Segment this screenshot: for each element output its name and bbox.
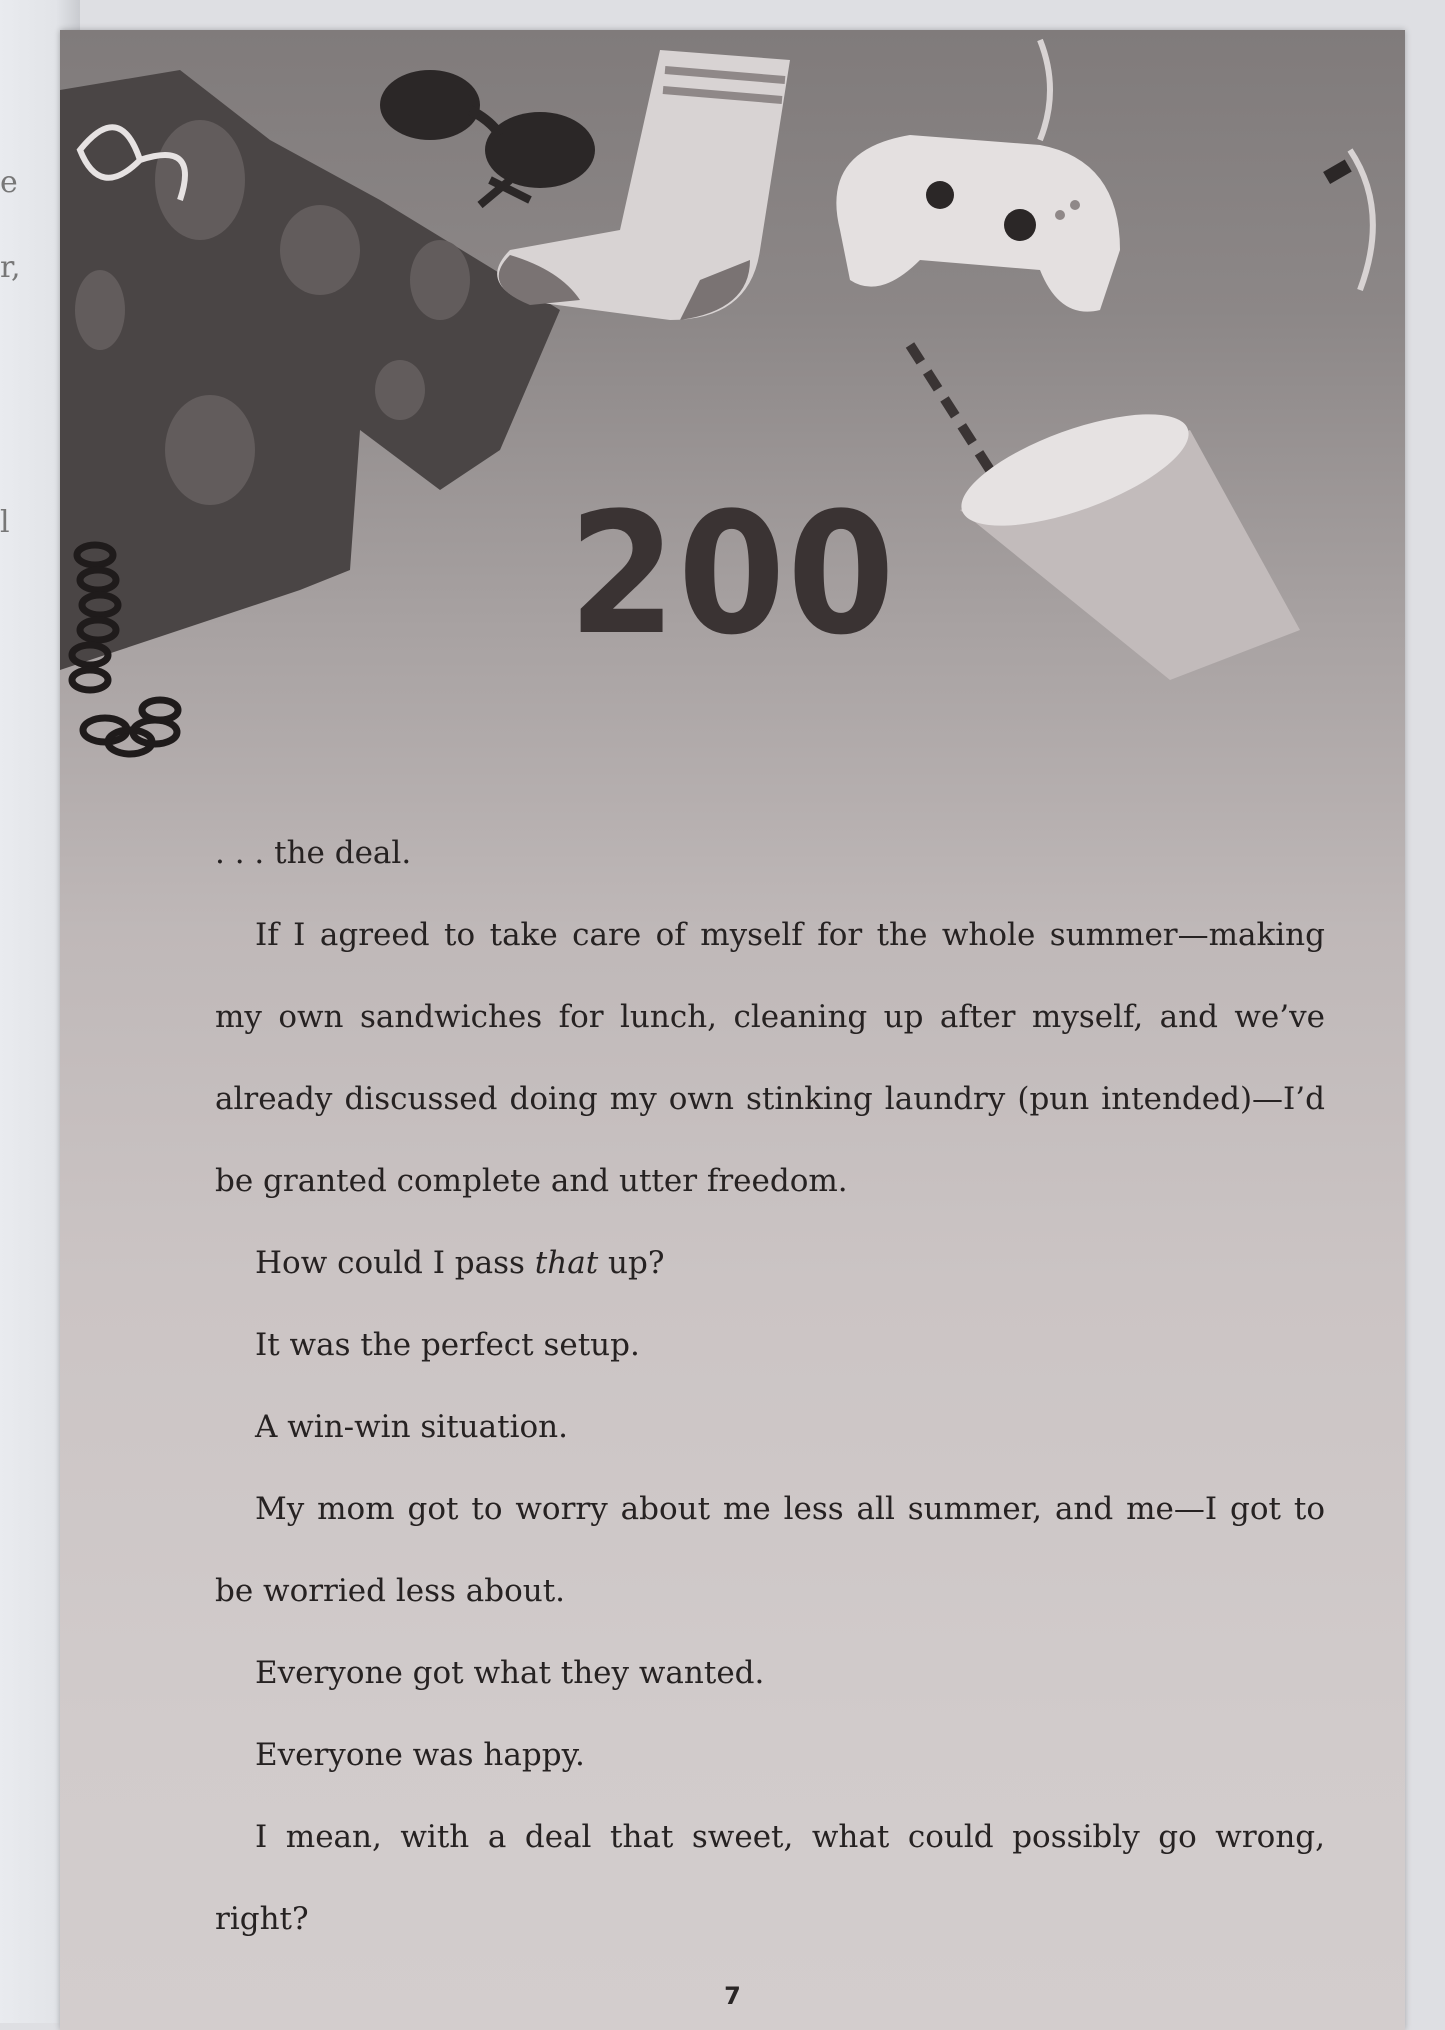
paragraph: . . . the deal. [215,835,412,871]
paragraph: It was the perfect setup. [255,1327,640,1363]
page-number: 7 [724,1982,741,2010]
header-illustration [60,30,1405,830]
paragraph: Everyone was happy. [255,1737,585,1773]
paragraph: My mom got to worry about me less all summer, and me—I got to be worried less about. [215,1491,1325,1609]
paragraph: Everyone got what they wanted. [255,1655,765,1691]
body-text [215,812,1325,1960]
chapter-number: 200 [568,476,897,672]
paragraph: A win-win situation. [255,1409,568,1445]
facing-page-char: l [0,505,10,540]
facing-page-char: r, [0,250,21,285]
book-page [60,30,1405,2030]
facing-page-char: e [0,165,18,200]
game-controller-icon [836,40,1372,312]
sunglasses-icon [380,70,595,205]
paragraph: If I agreed to take care of myself for the whole summer—making my own sandwiches for lunch, cleaning up after myself, and we’ve already discussed doing my own stinking laundry (pun intended)—I’d be granted complete and utter freedom. [215,917,1325,1199]
paragraph: How could I pass that up? [255,1245,665,1281]
paragraph: I mean, with a deal that sweet, what could possibly go wrong, right? [215,1819,1325,1937]
